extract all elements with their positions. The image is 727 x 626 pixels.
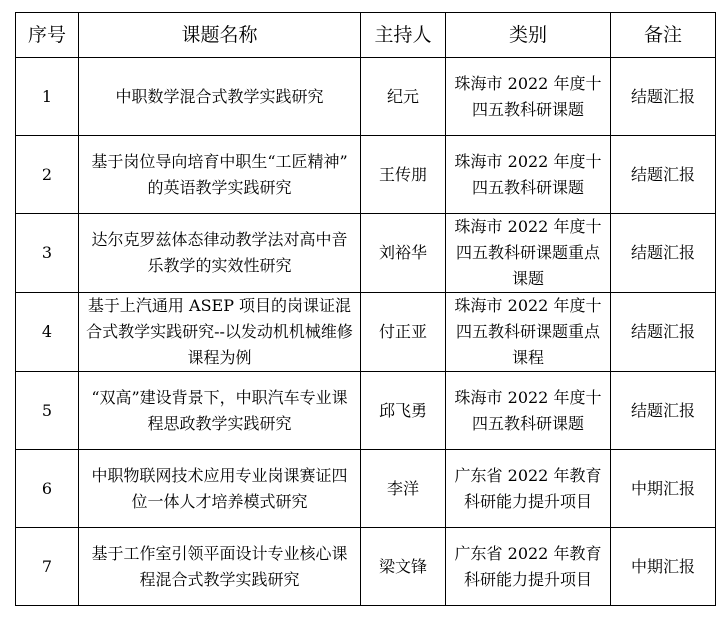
row-note: 结题汇报 — [611, 293, 716, 372]
row-title: 达尔克罗兹体态律动教学法对高中音乐教学的实效性研究 — [79, 214, 361, 293]
table-row — [16, 293, 716, 372]
row-note: 结题汇报 — [611, 136, 716, 214]
row-category: 珠海市 2022 年度十四五教科研课题重点课题 — [446, 214, 611, 293]
row-number: 7 — [16, 528, 79, 606]
row-title: 基于岗位导向培育中职生“工匠精神” 的英语教学实践研究 — [79, 136, 361, 214]
row-host: 刘裕华 — [361, 214, 446, 293]
row-note: 结题汇报 — [611, 58, 716, 136]
row-number: 4 — [16, 293, 79, 372]
row-host: 邱飞勇 — [361, 372, 446, 450]
table-row — [16, 372, 716, 450]
row-number: 6 — [16, 450, 79, 528]
row-host: 王传朋 — [361, 136, 446, 214]
table-row — [16, 450, 716, 528]
row-host: 付正亚 — [361, 293, 446, 372]
row-number: 5 — [16, 372, 79, 450]
row-category: 珠海市 2022 年度十四五教科研课题 — [446, 58, 611, 136]
table-row — [16, 214, 716, 293]
row-note: 中期汇报 — [611, 450, 716, 528]
table-body — [16, 58, 716, 606]
row-number: 2 — [16, 136, 79, 214]
row-title: “双高”建设背景下，中职汽车专业课程思政教学实践研究 — [79, 372, 361, 450]
header-category: 类别 — [446, 13, 611, 58]
header-note: 备注 — [611, 13, 716, 58]
header-host: 主持人 — [361, 13, 446, 58]
row-title: 基于工作室引领平面设计专业核心课程混合式教学实践研究 — [79, 528, 361, 606]
row-category: 珠海市 2022 年度十四五教科研课题 — [446, 372, 611, 450]
row-host: 纪元 — [361, 58, 446, 136]
row-category: 广东省 2022 年教育科研能力提升项目 — [446, 450, 611, 528]
row-note: 中期汇报 — [611, 528, 716, 606]
row-host: 李洋 — [361, 450, 446, 528]
row-title: 基于上汽通用 ASEP 项目的岗课证混合式教学实践研究--以发动机机械维修课程为例 — [79, 293, 361, 372]
row-category: 广东省 2022 年教育科研能力提升项目 — [446, 528, 611, 606]
row-number: 3 — [16, 214, 79, 293]
header-number: 序号 — [16, 13, 79, 58]
header-title: 课题名称 — [79, 13, 361, 58]
row-category: 珠海市 2022 年度十四五教科研课题重点课程 — [446, 293, 611, 372]
row-category: 珠海市 2022 年度十四五教科研课题 — [446, 136, 611, 214]
row-note: 结题汇报 — [611, 372, 716, 450]
row-title: 中职数学混合式教学实践研究 — [79, 58, 361, 136]
row-note: 结题汇报 — [611, 214, 716, 293]
table-row — [16, 58, 716, 136]
table-row — [16, 136, 716, 214]
project-table — [15, 12, 716, 606]
row-title: 中职物联网技术应用专业岗课赛证四位一体人才培养模式研究 — [79, 450, 361, 528]
table-header — [16, 13, 716, 58]
row-number: 1 — [16, 58, 79, 136]
table-row — [16, 528, 716, 606]
row-host: 梁文锋 — [361, 528, 446, 606]
header-row — [16, 13, 716, 58]
